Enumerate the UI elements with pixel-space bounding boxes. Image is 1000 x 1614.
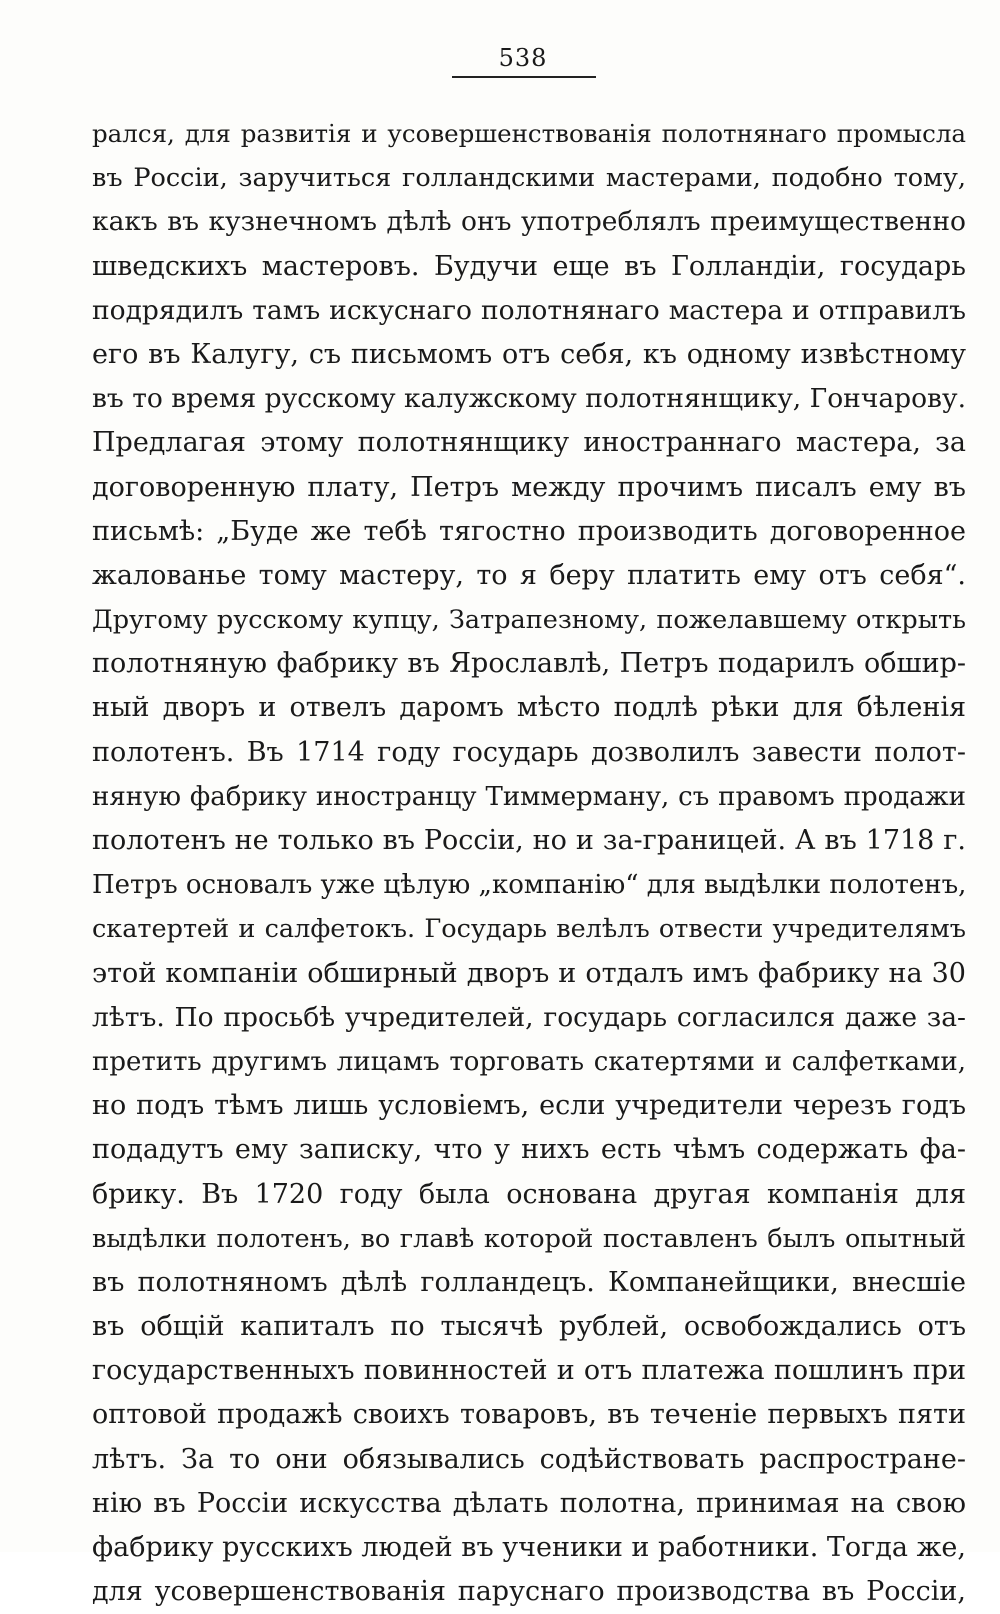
text-line: Петръ основалъ уже цѣлую „компанію“ для выдѣлки полотенъ, <box>92 870 966 901</box>
text-line: претить другимъ лицамъ торговать скатертями и салфетками, <box>92 1046 966 1077</box>
text-line: лѣтъ. За то они обязывались содѣйствовать распростране- <box>92 1443 966 1475</box>
header-rule <box>452 76 596 78</box>
text-line: жалованье тому мастеру, то я беру платить ему отъ себя“. <box>92 559 966 591</box>
text-line: няную фабрику иностранцу Тиммерману, съ правомъ продажи <box>92 781 966 812</box>
text-line: брику. Въ 1720 году была основана другая компанія для <box>92 1178 966 1210</box>
text-line: выдѣлки полотенъ, во главѣ которой поставленъ былъ опытный <box>92 1223 966 1254</box>
body-text <box>92 112 966 1614</box>
text-line: для усовершенствованія паруснаго производства въ Россіи, <box>92 1576 966 1608</box>
text-line: скатертей и салфетокъ. Государь велѣлъ отвести учредителямъ <box>92 914 966 945</box>
text-line: письмѣ: „Буде же тебѣ тягостно производить договоренное <box>92 515 966 547</box>
text-line: въ Россіи, заручиться голландскими мастерами, подобно тому, <box>92 163 966 194</box>
text-line: рался, для развитія и усовершенствованія полотнянаго промысла <box>92 119 966 148</box>
text-line: лѣтъ. По просьбѣ учредителей, государь согласился даже за- <box>92 1001 966 1033</box>
text-line: подадутъ ему записку, что у нихъ есть чѣмъ содержать фа- <box>92 1134 966 1166</box>
text-line: полотняную фабрику въ Ярославлѣ, Петръ подарилъ обшир- <box>92 648 966 680</box>
text-line: въ то время русскому калужскому полотнянщику, Гончарову. <box>92 383 966 415</box>
text-line: нію въ Россіи искусства дѣлать полотна, принимая на свою <box>92 1487 966 1519</box>
text-line: шведскихъ мастеровъ. Будучи еще въ Голландіи, государь <box>92 250 966 282</box>
text-line: полотенъ. Въ 1714 году государь дозволилъ завести полот- <box>92 736 966 768</box>
text-line: Другому русскому купцу, Затрапезному, пожелавшему открыть <box>92 605 966 636</box>
text-line: его въ Калугу, съ письмомъ отъ себя, къ одному извѣстному <box>92 338 966 370</box>
text-line: въ общій капиталъ по тысячѣ рублей, освобождались отъ <box>92 1311 966 1343</box>
text-line: но подъ тѣмъ лишь условіемъ, если учредители черезъ годъ <box>92 1090 966 1122</box>
text-line: фабрику русскихъ людей въ ученики и работники. Тогда же, <box>92 1532 966 1563</box>
text-line: какъ въ кузнечномъ дѣлѣ онъ употреблялъ преимущественно <box>92 206 966 238</box>
text-line: государственныхъ повинностей и отъ платежа пошлинъ при <box>92 1355 966 1387</box>
text-line: Предлагая этому полотнянщику иностраннаго мастера, за <box>92 427 966 459</box>
text-line: договоренную плату, Петръ между прочимъ писалъ ему въ <box>92 471 966 503</box>
text-line: полотенъ не только въ Россіи, но и за-границей. А въ 1718 г. <box>92 825 966 856</box>
text-line: въ полотняномъ дѣлѣ голландецъ. Компанейщики, внесшіе <box>92 1266 966 1298</box>
page-number: 538 <box>498 44 548 72</box>
text-line: оптовой продажѣ своихъ товаровъ, въ теченіе первыхъ пяти <box>92 1399 966 1431</box>
text-line: этой компаніи обширный дворъ и отдалъ имъ фабрику на 30 <box>92 957 966 989</box>
text-line: ный дворъ и отвелъ даромъ мѣсто подлѣ рѣки для бѣленія <box>92 692 966 724</box>
text-line: подрядилъ тамъ искуснаго полотнянаго мастера и отправилъ <box>92 294 966 326</box>
